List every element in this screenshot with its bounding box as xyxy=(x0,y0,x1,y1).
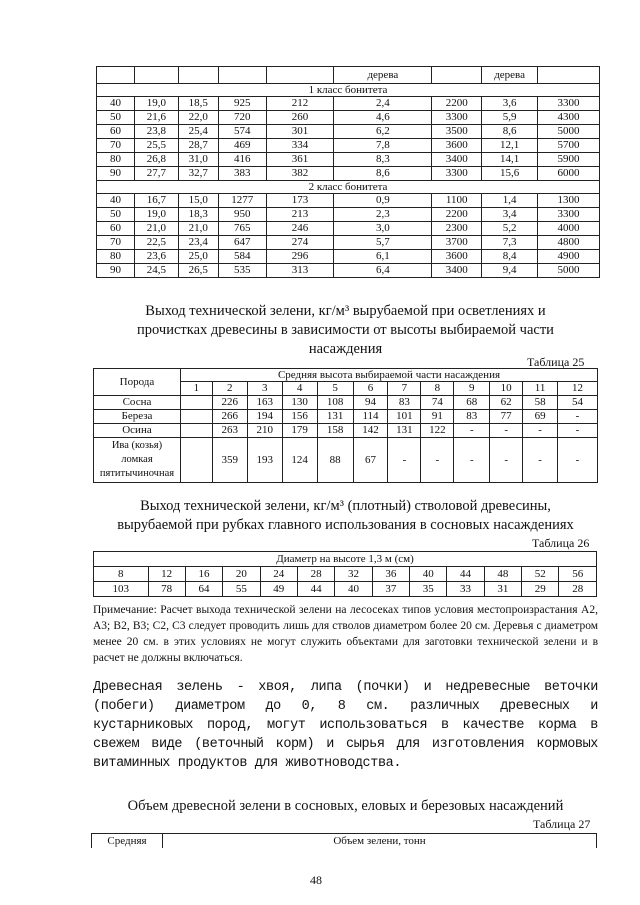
height-header: 9 xyxy=(454,382,490,396)
table-cell: 142 xyxy=(353,424,388,438)
table-26 xyxy=(93,551,597,597)
table-cell: 6,4 xyxy=(334,264,432,278)
header-cell: дерева xyxy=(482,67,538,84)
table-top-continuation xyxy=(96,66,600,278)
table-cell: 3,0 xyxy=(334,222,432,236)
table-cell: 29 xyxy=(522,582,559,597)
col-header-porod: Порода xyxy=(94,369,181,396)
table26-heading xyxy=(93,497,598,535)
table-cell: 266 xyxy=(212,410,247,424)
diameter-header: 56 xyxy=(559,567,597,582)
table-cell: 3400 xyxy=(432,264,482,278)
table-cell: 5,9 xyxy=(482,111,538,125)
table-cell: 246 xyxy=(266,222,334,236)
table-cell: 2,3 xyxy=(334,208,432,222)
table-cell: 70 xyxy=(97,139,135,153)
table-cell: 35 xyxy=(410,582,447,597)
table-cell: 33 xyxy=(447,582,484,597)
species-name-line: Ива (козья) xyxy=(111,440,163,451)
table-row xyxy=(97,250,600,264)
table-cell: 90 xyxy=(97,264,135,278)
table-27 xyxy=(91,833,597,848)
table25-heading-line: Выход технической зелени, кг/м³ вырубаемой при осветлениях и xyxy=(145,303,546,319)
table-cell: 925 xyxy=(218,97,266,111)
table-cell: 2300 xyxy=(432,222,482,236)
table-cell: 3300 xyxy=(538,97,600,111)
diameter-header: 20 xyxy=(223,567,260,582)
table-cell: 163 xyxy=(247,396,282,410)
table-row xyxy=(97,153,600,167)
table-cell: 103 xyxy=(94,582,149,597)
group-header: Средняя высота выбираемой части насаждения xyxy=(180,369,597,382)
table-cell: - xyxy=(454,424,490,438)
group-header: Диаметр на высоте 1,3 м (см) xyxy=(94,552,597,567)
diameter-header: 40 xyxy=(410,567,447,582)
species-name: Береза xyxy=(94,410,181,424)
table-cell: 50 xyxy=(97,208,135,222)
table-cell: 25,0 xyxy=(178,250,218,264)
diameter-header: 36 xyxy=(372,567,409,582)
height-header: 3 xyxy=(247,382,282,396)
table-cell: 60 xyxy=(97,125,135,139)
table-cell: 5000 xyxy=(538,264,600,278)
table-cell: 313 xyxy=(266,264,334,278)
table-row xyxy=(97,125,600,139)
table-cell: 8,6 xyxy=(482,125,538,139)
table-cell: - xyxy=(421,438,454,483)
table-cell: - xyxy=(558,424,598,438)
table25-heading xyxy=(93,302,598,359)
diameter-header: 24 xyxy=(260,567,297,582)
table-cell: 40 xyxy=(97,194,135,208)
table-cell: 3600 xyxy=(432,250,482,264)
table-cell: 361 xyxy=(266,153,334,167)
table-cell: 22,0 xyxy=(178,111,218,125)
table-cell: 40 xyxy=(97,97,135,111)
table-cell: 535 xyxy=(218,264,266,278)
table-cell: 28,7 xyxy=(178,139,218,153)
table-cell: 274 xyxy=(266,236,334,250)
section-row xyxy=(97,181,600,194)
table-cell: 62 xyxy=(490,396,523,410)
header-cell xyxy=(178,67,218,84)
height-header: 8 xyxy=(421,382,454,396)
table-cell: - xyxy=(490,424,523,438)
table-cell: 88 xyxy=(317,438,353,483)
table-cell: - xyxy=(490,438,523,483)
table-cell: 5,7 xyxy=(334,236,432,250)
table-cell: 2,4 xyxy=(334,97,432,111)
table-cell xyxy=(180,396,212,410)
header-cell xyxy=(432,67,482,84)
table-cell: 720 xyxy=(218,111,266,125)
table-cell: 70 xyxy=(97,236,135,250)
table-cell: 469 xyxy=(218,139,266,153)
table-row xyxy=(94,369,598,382)
table-cell: - xyxy=(558,410,598,424)
table-cell: 194 xyxy=(247,410,282,424)
table-cell: 15,0 xyxy=(178,194,218,208)
section-row xyxy=(97,84,600,97)
table-cell xyxy=(180,424,212,438)
table-cell: 27,7 xyxy=(134,167,178,181)
height-header: 1 xyxy=(180,382,212,396)
species-name xyxy=(94,438,181,483)
table-row xyxy=(94,396,598,410)
table-cell: 4900 xyxy=(538,250,600,264)
table-cell: 301 xyxy=(266,125,334,139)
table-cell: 130 xyxy=(282,396,317,410)
table-cell: 179 xyxy=(282,424,317,438)
table-cell: 68 xyxy=(454,396,490,410)
species-name: Сосна xyxy=(94,396,181,410)
table-cell: 23,4 xyxy=(178,236,218,250)
table-cell: 26,5 xyxy=(178,264,218,278)
page-number: 48 xyxy=(310,873,322,887)
table-cell: 16,7 xyxy=(134,194,178,208)
table-cell: 263 xyxy=(212,424,247,438)
species-name-line: пятитычиночная xyxy=(99,468,175,479)
table-cell: 382 xyxy=(266,167,334,181)
table-cell: 19,0 xyxy=(134,97,178,111)
table-cell: 6,1 xyxy=(334,250,432,264)
table26-heading-line: Выход технической зелени, кг/м³ (плотный) стволовой древесины, xyxy=(140,498,551,514)
table-cell: 18,3 xyxy=(178,208,218,222)
table-cell: 213 xyxy=(266,208,334,222)
section-title: 2 класс бонитета xyxy=(97,181,600,194)
table-cell: 8,4 xyxy=(482,250,538,264)
table27-label: Таблица 27 xyxy=(533,817,591,831)
table-cell: 49 xyxy=(260,582,297,597)
table-row xyxy=(94,438,598,483)
diameter-header: 16 xyxy=(185,567,222,582)
table-cell: 77 xyxy=(490,410,523,424)
table-cell: 173 xyxy=(266,194,334,208)
table-cell: 3,6 xyxy=(482,97,538,111)
table-row xyxy=(97,208,600,222)
header-cell xyxy=(218,67,266,84)
table-cell: - xyxy=(523,424,558,438)
table-cell: 74 xyxy=(421,396,454,410)
table-cell: 40 xyxy=(335,582,372,597)
table-cell: 101 xyxy=(388,410,421,424)
table-cell: 15,6 xyxy=(482,167,538,181)
header-cell: дерева xyxy=(334,67,432,84)
table-row xyxy=(97,222,600,236)
table-cell: 359 xyxy=(212,438,247,483)
species-name-line: ломкая xyxy=(121,454,153,465)
table-cell: 25,5 xyxy=(134,139,178,153)
height-header: 12 xyxy=(558,382,598,396)
table-cell: 296 xyxy=(266,250,334,264)
table-cell: 131 xyxy=(388,424,421,438)
table-cell: 1,4 xyxy=(482,194,538,208)
table-cell: 5,2 xyxy=(482,222,538,236)
table-cell: 60 xyxy=(97,222,135,236)
table-cell: - xyxy=(388,438,421,483)
table-cell: 765 xyxy=(218,222,266,236)
table-25 xyxy=(93,368,598,483)
species-name: Осина xyxy=(94,424,181,438)
height-header: 5 xyxy=(317,382,353,396)
table-cell: 83 xyxy=(388,396,421,410)
table-cell: 3500 xyxy=(432,125,482,139)
table-cell: 24,5 xyxy=(134,264,178,278)
height-header: 6 xyxy=(353,382,388,396)
table-cell: 64 xyxy=(185,582,222,597)
table-row xyxy=(94,582,597,597)
table-cell: 1300 xyxy=(538,194,600,208)
table-cell: 334 xyxy=(266,139,334,153)
height-header: 11 xyxy=(523,382,558,396)
table-cell: 3300 xyxy=(432,167,482,181)
table-row xyxy=(97,139,600,153)
table-cell: 23,8 xyxy=(134,125,178,139)
height-header: 4 xyxy=(282,382,317,396)
table-row xyxy=(97,111,600,125)
table-cell: 574 xyxy=(218,125,266,139)
table-cell: 3700 xyxy=(432,236,482,250)
table-cell: 5700 xyxy=(538,139,600,153)
table-cell: 383 xyxy=(218,167,266,181)
table-cell: 21,6 xyxy=(134,111,178,125)
table26-label: Таблица 26 xyxy=(532,536,590,550)
diameter-header: 12 xyxy=(148,567,185,582)
table25-heading-line: прочистках древесины в зависимости от высоты выбираемой части xyxy=(137,322,554,338)
diameter-header: 52 xyxy=(522,567,559,582)
table-cell: 5000 xyxy=(538,125,600,139)
table-cell: 37 xyxy=(372,582,409,597)
table-cell: 1277 xyxy=(218,194,266,208)
diameter-header: 32 xyxy=(335,567,372,582)
table-cell: 193 xyxy=(247,438,282,483)
table-cell: 94 xyxy=(353,396,388,410)
table-row xyxy=(97,264,600,278)
table-cell: 122 xyxy=(421,424,454,438)
table-cell: 14,1 xyxy=(482,153,538,167)
table-cell: 8,3 xyxy=(334,153,432,167)
table-cell: 0,9 xyxy=(334,194,432,208)
table-cell: 28 xyxy=(559,582,597,597)
table-cell: 950 xyxy=(218,208,266,222)
table-cell: 3300 xyxy=(432,111,482,125)
table26-note: Примечание: Расчет выхода технической зелени на лесосеках типов условия местопроизрастания А2, А3; В2, В3; С2, С3 следует проводить лишь для стволов диаметром более 20 см. Деревья с диаметром менее 20 см. в этих условиях не могут служить объектами для заготовки технической зелени и в расчет не должны включаться. xyxy=(93,604,598,664)
table-row xyxy=(97,97,600,111)
diameter-header: 44 xyxy=(447,567,484,582)
diameter-header: 8 xyxy=(94,567,149,582)
table-row xyxy=(94,552,597,567)
table-cell: 3300 xyxy=(538,208,600,222)
table-cell: 54 xyxy=(558,396,598,410)
header-cell xyxy=(134,67,178,84)
table-cell xyxy=(180,438,212,483)
table-cell: 32,7 xyxy=(178,167,218,181)
table-cell: 108 xyxy=(317,396,353,410)
height-header: 7 xyxy=(388,382,421,396)
table-row xyxy=(97,167,600,181)
table-cell: 3,4 xyxy=(482,208,538,222)
table-cell: 114 xyxy=(353,410,388,424)
table-cell: 31 xyxy=(484,582,521,597)
table-cell xyxy=(180,410,212,424)
table-cell: 69 xyxy=(523,410,558,424)
table26-heading-line: вырубаемой при рубках главного использования в сосновых насаждениях xyxy=(117,517,574,533)
table27-heading: Объем древесной зелени в сосновых, еловых и березовых насаждений xyxy=(127,798,564,814)
table-cell: 26,8 xyxy=(134,153,178,167)
table-cell: 9,4 xyxy=(482,264,538,278)
table-cell: 2200 xyxy=(432,208,482,222)
table-row xyxy=(97,67,600,84)
table-cell: 90 xyxy=(97,167,135,181)
table-cell: 4,6 xyxy=(334,111,432,125)
table-cell: 91 xyxy=(421,410,454,424)
table-cell: 158 xyxy=(317,424,353,438)
diameter-header: 48 xyxy=(484,567,521,582)
table-cell: 12,1 xyxy=(482,139,538,153)
table-cell: 131 xyxy=(317,410,353,424)
table-cell: 647 xyxy=(218,236,266,250)
table-cell: 2200 xyxy=(432,97,482,111)
table-cell: 78 xyxy=(148,582,185,597)
table-cell: 44 xyxy=(297,582,334,597)
table-cell: 55 xyxy=(223,582,260,597)
table-cell: 124 xyxy=(282,438,317,483)
table-cell: 6,2 xyxy=(334,125,432,139)
table-cell: 212 xyxy=(266,97,334,111)
header-cell xyxy=(538,67,600,84)
table-cell: 5900 xyxy=(538,153,600,167)
table-cell: 18,5 xyxy=(178,97,218,111)
table-cell: 67 xyxy=(353,438,388,483)
table-cell: 80 xyxy=(97,153,135,167)
table-cell: 260 xyxy=(266,111,334,125)
table-cell: 1100 xyxy=(432,194,482,208)
table-cell: 156 xyxy=(282,410,317,424)
table-cell: 19,0 xyxy=(134,208,178,222)
table-cell: 210 xyxy=(247,424,282,438)
table27-col-header: Объем зелени, тонн xyxy=(163,834,597,849)
table-cell: 50 xyxy=(97,111,135,125)
section-title: 1 класс бонитета xyxy=(97,84,600,97)
table-cell: 4300 xyxy=(538,111,600,125)
table-cell: 22,5 xyxy=(134,236,178,250)
table-row xyxy=(94,567,597,582)
table-cell: 80 xyxy=(97,250,135,264)
height-header: 10 xyxy=(490,382,523,396)
diameter-header: 28 xyxy=(297,567,334,582)
header-cell xyxy=(97,67,135,84)
table-row xyxy=(94,424,598,438)
table-cell: 21,0 xyxy=(134,222,178,236)
table25-heading-line: насаждения xyxy=(308,341,383,357)
table-cell: 7,3 xyxy=(482,236,538,250)
table-row xyxy=(94,410,598,424)
table25-label: Таблица 25 xyxy=(527,355,585,369)
table-cell: 3600 xyxy=(432,139,482,153)
table-cell: 6000 xyxy=(538,167,600,181)
table-cell: 226 xyxy=(212,396,247,410)
table-cell: 3400 xyxy=(432,153,482,167)
table-cell: 21,0 xyxy=(178,222,218,236)
table-cell: 23,6 xyxy=(134,250,178,264)
table-cell: 416 xyxy=(218,153,266,167)
table-cell: 31,0 xyxy=(178,153,218,167)
table-cell: - xyxy=(523,438,558,483)
table-cell: - xyxy=(454,438,490,483)
body-paragraph: Древесная зелень - хвоя, липа (почки) и недревесные веточки (побеги) диаметром до 0, 8 см. различных древесных и кустарниковых пород, могут использоваться в качестве корма в свежем виде (веточный корм) и сырья для изготовления кормовых витаминных продуктов для животноводства. xyxy=(93,680,598,771)
table-cell: 4000 xyxy=(538,222,600,236)
height-header: 2 xyxy=(212,382,247,396)
table-cell: 4800 xyxy=(538,236,600,250)
table-cell: 25,4 xyxy=(178,125,218,139)
table-cell: 58 xyxy=(523,396,558,410)
table-cell: 584 xyxy=(218,250,266,264)
table-row xyxy=(97,194,600,208)
table-cell: 83 xyxy=(454,410,490,424)
table-row xyxy=(97,236,600,250)
header-cell xyxy=(266,67,334,84)
table-cell: 8,6 xyxy=(334,167,432,181)
table-cell: - xyxy=(558,438,598,483)
table-cell: 7,8 xyxy=(334,139,432,153)
table27-col-header: Средняя xyxy=(92,834,163,849)
